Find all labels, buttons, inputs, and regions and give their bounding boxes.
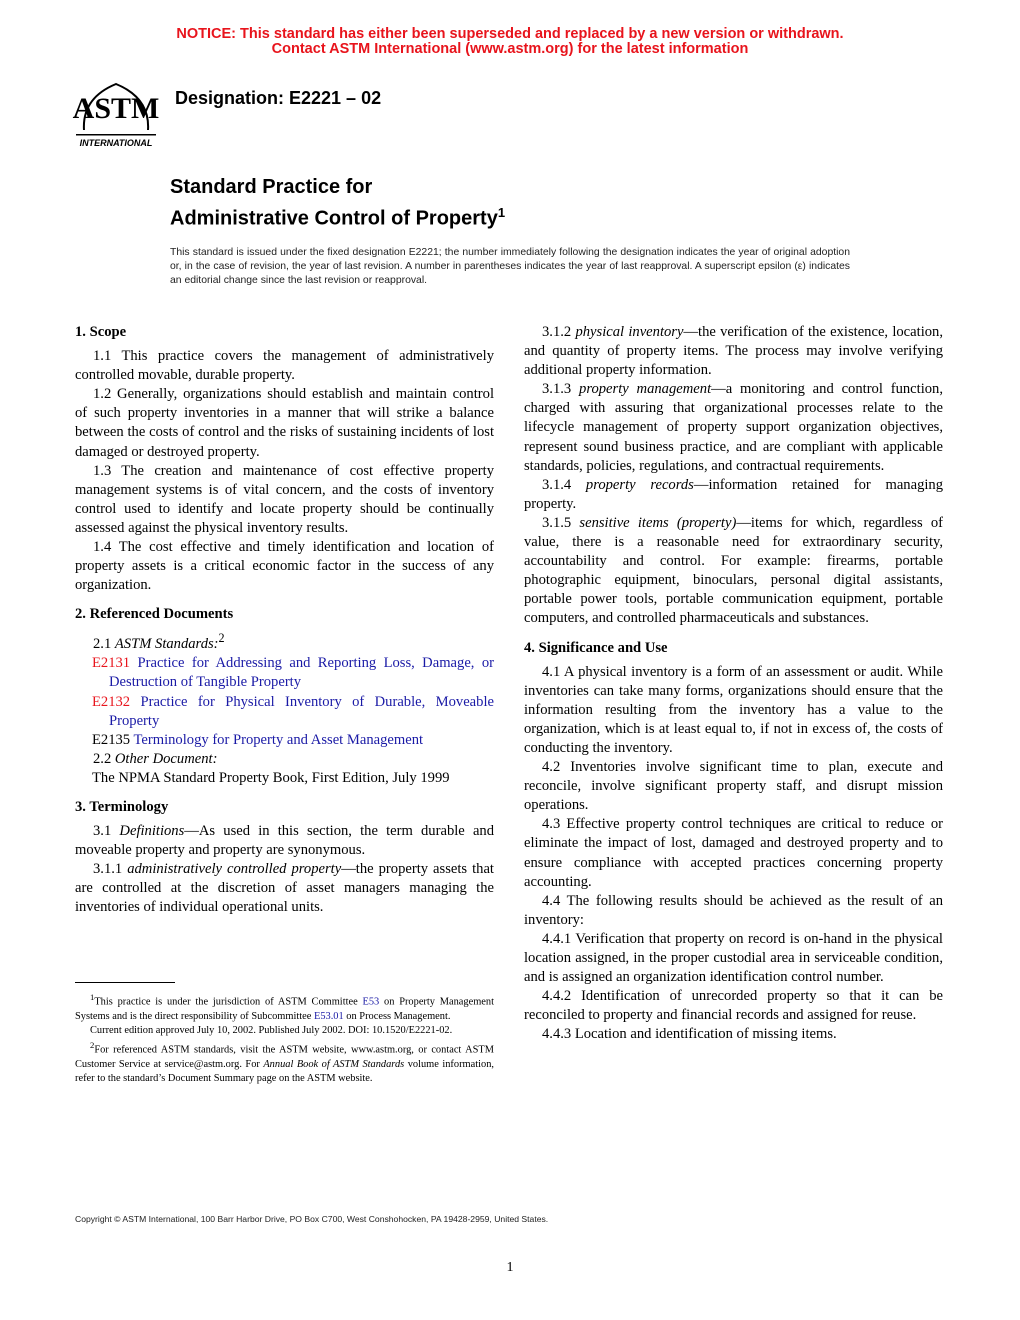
paragraph-4-4: 4.4 The following results should be achieved as the result of an inventory: (524, 892, 943, 928)
paragraph-4-2: 4.2 Inventories involve significant time to plan, execute and reconcile, involve significant property staff, and disrupt mission operations. (524, 759, 943, 814)
paragraph-3-1-4: 3.1.4 property records—information retained for managing property. (524, 476, 944, 512)
astm-logo (70, 78, 162, 150)
title-line-2: Administrative Control of Property$^1$ (170, 205, 506, 230)
logo-subtext: INTERNATIONAL (79, 138, 153, 148)
footnote-rule (75, 982, 175, 983)
section-heading-terminology: 3. Terminology (75, 799, 169, 816)
left-column (75, 323, 494, 918)
paragraph-1-2: 1.2 Generally, organizations should establish and maintain control of such property inventories in a manner that will strike a balance between the costs of control and the risks of sustaining incidents of lost damaged or destroyed property. (75, 386, 494, 460)
paragraph-1-4: 1.4 The cost effective and timely identification and location of property assets is a critical economic factor in the success of any organization. (75, 539, 494, 594)
paragraph-1-1: 1.1 This practice covers the management of administratively controlled movable, durable property. (75, 348, 494, 384)
paragraph-3-1-3: 3.1.3 property management—a monitoring and control function, charged with assuring that organizational processes relate to the lifecycle management of property support organization objectives, represent sound business practice, and are compliant with applicable standards, policies, regulations, and contractual requirements. (524, 381, 944, 474)
section-heading-scope: 1. Scope (75, 324, 127, 340)
title-footnote-mark: 1 (497, 205, 506, 220)
designation: Designation: E2221 – 02 (175, 88, 382, 108)
document-title (170, 175, 505, 232)
paragraph-1-3: 1.3 The creation and maintenance of cost effective property management systems is of vital concern, and the costs of inventory control used to identify and locate property should be continually assessed against the physical inventory results. (75, 462, 494, 536)
copyright-line: Copyright © ASTM International, 100 Barr Harbor Drive, PO Box C700, West Conshohocken, PA 19428-2959, United States. (75, 1214, 549, 1224)
page-number: 1 (506, 1260, 514, 1275)
paragraph-3-1-2: 3.1.2 physical inventory—the verification of the existence, location, and quantity of property items. The process may involve verifying additional property information. (524, 324, 943, 379)
committee-link[interactable]: E53 (362, 996, 380, 1008)
logo-text: ASTM (72, 92, 160, 125)
paragraph-4-4-1: 4.4.1 Verification that property on record is on-hand in the physical location assigned, in the proper custodial area in serviceable condition, and is assigned an organization identification control number. (524, 930, 943, 986)
footnotes (75, 990, 494, 1086)
paragraph-2-2: 2.2 Other Document: (93, 750, 218, 767)
paragraph-3-1: 3.1 Definitions—As used in this section, the term durable and moveable property and property are synonymous. (75, 823, 495, 859)
paragraph-3-1-5: 3.1.5 sensitive items (property)—items for which, regardless of value, there is a reasonable need for extraordinary security, accountability and control. For example: firearms, portable photographic equipment, binoculars, personal digital assistants, portable power tools, portable communication equipment, portable computers, and controlled pharmaceuticals and substances. (524, 514, 943, 627)
footnote-1-edition: Current edition approved July 10, 2002. Published July 2002. DOI: 10.1520/E2221-02. (90, 1024, 453, 1036)
reference-e2132[interactable]: E2132 Practice for Physical Inventory of Durable, Moveable Property (92, 693, 494, 729)
paragraph-4-1: 4.1 A physical inventory is a form of an assessment or audit. While inventories can take many forms, organizations should ensure that the information resulting from the inventory has a value to the organization, which is at least equal to, if not in excess of, the costs of conducting the inventory. (524, 663, 943, 756)
paragraph-3-1-1: 3.1.1 administratively controlled property—the property assets that are controlled at the discretion of asset managers managing the inventories of individual operational units. (75, 861, 494, 916)
reference-e2131[interactable]: E2131 Practice for Addressing and Reporting Loss, Damage, or Destruction of Tangible Property (92, 655, 494, 691)
title-line-1: Standard Practice for (170, 176, 373, 198)
notice-line-2: Contact ASTM International (www.astm.org) for the latest information (271, 41, 749, 57)
section-heading-significance: 4. Significance and Use (524, 639, 668, 656)
paragraph-4-4-3: 4.4.3 Location and identification of missing items. (542, 1026, 837, 1043)
footnote-1: $^1$This practice is under the jurisdiction of ASTM Committee E53 on Property Management Systems and is the direct responsibility of Subcommittee E53.01 on Process Management. (75, 992, 495, 1022)
paragraph-4-4-2: 4.4.2 Identification of unrecorded property so that it can be reconciled to property and financial records and assigned for reuse. (524, 988, 943, 1024)
subcommittee-link[interactable]: E53.01 (313, 1010, 344, 1022)
withdrawal-notice (0, 27, 1020, 57)
npma-reference: The NPMA Standard Property Book, First Edition, July 1999 (92, 769, 450, 786)
paragraph-2-1: 2.1 ASTM Standards:$^2$ (93, 631, 225, 653)
footnote-2: $^2$For referenced ASTM standards, visit the ASTM website, www.astm.org, or contact ASTM Customer Service at service@astm.org. For Annual Book of ASTM Standards volume information, refer to the standard’s Document Summary page on the ASTM website. (75, 1040, 494, 1084)
section-heading-referenced: 2. Referenced Documents (75, 606, 234, 623)
issue-statement: This standard is issued under the fixed designation E2221; the number immediately following the designation indicates the year of original adoption or, in the case of revision, the year of last revision. A number in parentheses indicates the year of last reapproval. A superscript epsilon (ε) indicates an editorial change since the last revision or reapproval. (170, 247, 850, 286)
reference-e2135[interactable]: E2135 Terminology for Property and Asset Management (92, 731, 424, 748)
right-column (524, 323, 943, 1044)
notice-line-1: NOTICE: This standard has either been superseded and replaced by a new version or withdrawn. (176, 26, 844, 42)
paragraph-4-3: 4.3 Effective property control techniques are critical to reduce or eliminate the impact of lost, damaged and destroyed property and to ensure compliance with accepted practices concerning property accounting. (524, 816, 943, 890)
